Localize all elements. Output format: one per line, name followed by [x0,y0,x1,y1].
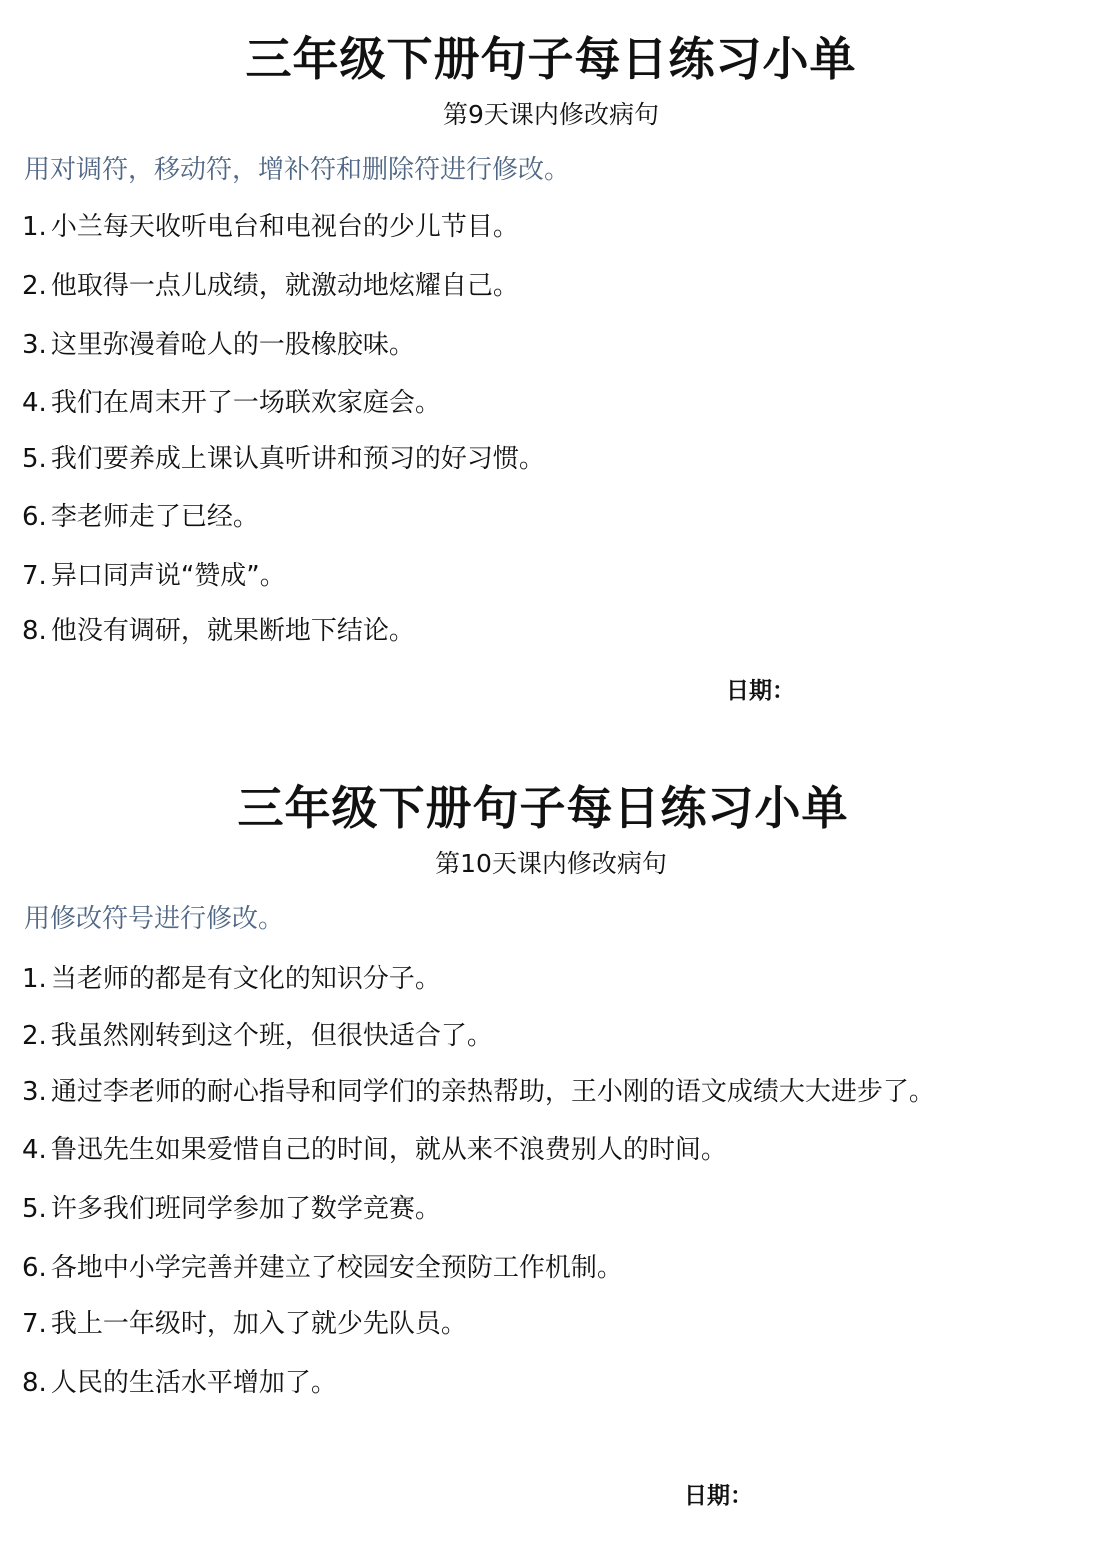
exercise-number: 8. [22,1368,47,1398]
exercise-item-2 [22,269,519,303]
exercise-number: 1. [22,212,47,242]
exercise-number: 6. [22,1253,47,1283]
exercise-text: 鲁迅先生如果爱惜自己的时间，就从来不浪费别人的时间。 [50,1135,727,1165]
exercise-text: 当老师的都是有文化的知识分子。 [50,964,441,994]
exercise-text: 各地中小学完善并建立了校园安全预防工作机制。 [50,1253,623,1283]
date-label: 日期： [684,1483,753,1509]
exercise-item-8 [22,1366,337,1400]
exercise-item-1 [22,962,441,996]
exercise-number: 3. [22,1077,47,1107]
exercise-text: 我上一年级时，加入了就少先队员。 [50,1309,467,1339]
exercise-number: 8. [22,616,47,646]
exercise-number: 7. [22,1309,47,1339]
exercise-item-1 [22,210,519,244]
exercise-item-7 [22,559,286,593]
exercise-item-4 [22,1133,727,1167]
exercise-text: 这里弥漫着呛人的一股橡胶味。 [50,330,415,360]
exercise-text: 我们要养成上课认真听讲和预习的好习惯。 [50,444,545,474]
exercise-text: 李老师走了已经。 [50,502,259,532]
exercise-number: 2. [22,1021,47,1051]
exercise-text: 我们在周末开了一场联欢家庭会。 [50,388,441,418]
worksheet-title: 三年级下册句子每日练习小单 [245,32,857,86]
exercise-item-3 [22,328,415,362]
exercise-number: 4. [22,388,47,418]
exercise-item-8 [22,614,415,648]
exercise-item-7 [22,1307,467,1341]
exercise-number: 7. [22,561,47,591]
exercise-text: 人民的生活水平增加了。 [50,1368,337,1398]
worksheet-subtitle: 第9天课内修改病句 [443,100,659,129]
exercise-number: 5. [22,1194,47,1224]
exercise-item-3 [22,1075,935,1109]
exercise-number: 1. [22,964,47,994]
exercise-text: 他取得一点儿成绩，就激动地炫耀自己。 [50,271,519,301]
exercise-number: 3. [22,330,47,360]
exercise-item-4 [22,386,441,420]
exercise-text: 他没有调研，就果断地下结论。 [50,616,415,646]
date-label: 日期： [726,678,795,704]
exercise-item-6 [22,500,259,534]
exercise-number: 6. [22,502,47,532]
exercise-number: 5. [22,444,47,474]
exercise-text: 我虽然刚转到这个班，但很快适合了。 [50,1021,493,1051]
exercise-item-2 [22,1019,493,1053]
exercise-number: 2. [22,271,47,301]
worksheet-title: 三年级下册句子每日练习小单 [237,781,849,835]
exercise-number: 4. [22,1135,47,1165]
exercise-item-5 [22,442,545,476]
exercise-text: 许多我们班同学参加了数学竞赛。 [50,1194,441,1224]
worksheet-subtitle: 第10天课内修改病句 [435,849,667,878]
exercise-item-6 [22,1251,623,1285]
worksheet-instruction: 用对调符，移动符，增补符和删除符进行修改。 [24,155,571,185]
exercise-text: 小兰每天收听电台和电视台的少儿节目。 [50,212,519,242]
worksheet-instruction: 用修改符号进行修改。 [24,904,285,934]
exercise-text: 异口同声说“赞成”。 [50,561,286,591]
exercise-item-5 [22,1192,441,1226]
exercise-text: 通过李老师的耐心指导和同学们的亲热帮助，王小刚的语文成绩大大进步了。 [50,1077,935,1107]
